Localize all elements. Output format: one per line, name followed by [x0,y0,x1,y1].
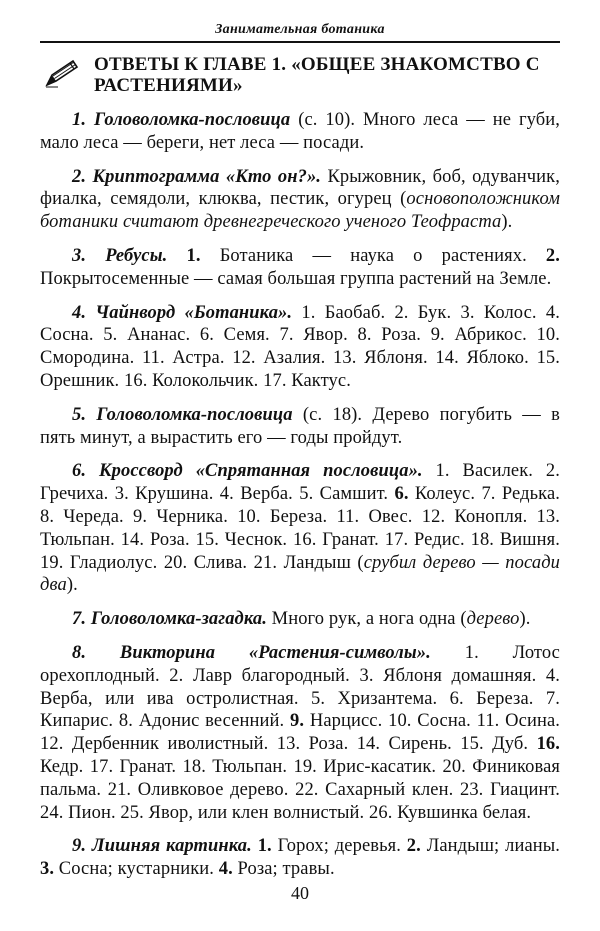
item-text: Сосна; кустарники. [54,859,219,880]
item-italic-note: срубил дерево — посади два [40,552,560,596]
item-text: Покрытосеменные — самая большая группа растений на Земле. [40,268,552,289]
answer-item-8 [40,642,560,824]
item-number: 5. [72,404,87,425]
item-title: Головоломка-пословица [96,404,293,425]
item-number: 7. [72,609,87,630]
sub-number: 1. [257,836,272,857]
answer-item-1 [40,109,560,155]
chapter-title: ОТВЕТЫ К ГЛАВЕ 1. «ОБЩЕЕ ЗНАКОМСТВО С РАСТЕНИЯМИ» [94,54,540,96]
item-title: Криптограмма «Кто он?». [92,166,322,187]
answer-item-9 [40,835,560,881]
item-text: Роза; травы. [232,859,335,880]
item-title: Кроссворд «Спрятанная пословица». [98,461,423,482]
item-text: Колеус. 7. Редька. 8. Череда. 9. Черника. 10. Береза. 11. Овес. 12. Конопля. 13. Тюльпан. 14. Роза. 15. Чеснок. 16. Гранат. 17. Редис. 18. Вишня. 19. Гладиолус. 20. Слива. 21. Ландыш ( [40,484,560,573]
sub-number: 1. [186,245,201,266]
item-text-tail: ). [519,609,531,630]
item-number: 4. [72,302,87,323]
item-title: Лишняя картинка. [91,836,252,857]
answer-item-7 [40,608,560,631]
item-italic-note: основоположником ботаники считают древнегреческого ученого Теофраста [40,189,560,233]
item-text: Ботаника — наука о растениях. [200,245,546,266]
item-text: Много рук, а нога одна ( [266,609,467,630]
item-text-tail: ). [66,575,78,596]
item-number: 2. [72,166,87,187]
item-text: 1. Василек. 2. Гречиха. 3. Крушина. 4. Верба. 5. Самшит. [40,461,560,505]
running-head: Занимательная ботаника [215,22,385,37]
answer-item-6 [40,460,560,597]
item-number: 3. [72,245,87,266]
item-text: Горох; деревья. [271,836,407,857]
item-text: Кедр. 17. Гранат. 18. Тюльпан. 19. Ирис-касатик. 20. Финиковая пальма. 21. Оливковое дерево. 22. Сахарный клен. 23. Гиацинт. 24. Пион. 25. Явор, или клен волнистый. 26. Кувшинка белая. [40,756,560,823]
answer-item-3 [40,245,560,291]
item-number: 8. [72,642,87,663]
item-number: 1. [72,110,87,130]
item-text: (с. 18). Дерево погубить — в пять минут, а вырастить его — годы пройдут. [40,404,560,448]
item-title: Викторина «Растения-символы». [119,642,431,663]
answer-item-2 [40,166,560,234]
header-rule [40,41,560,43]
sub-number: 3. [40,859,55,880]
sub-number: 6. [394,484,409,505]
sub-number: 2. [406,836,421,857]
item-number: 9. [72,836,87,857]
sub-number: 4. [218,859,233,880]
item-number: 6. [72,461,87,482]
item-text: 1. Баобаб. 2. Бук. 3. Колос. 4. Сосна. 5. Ананас. 6. Семя. 7. Явор. 8. Роза. 9. Абрикос. 10. Смородина. 11. Астра. 12. Азалия. 13. Яблоня. 14. Яблоко. 15. Орешник. 16. Колокольчик. 17. Кактус. [40,302,560,391]
item-text: (с. 10). Много леса — не губи, мало леса — береги, нет леса — посади. [40,110,560,153]
item-title: Головоломка-загадка. [90,609,267,630]
answer-list [40,109,560,892]
pencil-icon [44,58,80,88]
page-number: 40 [291,883,309,903]
item-text: Нарцисс. 10. Сосна. 11. Осина. 12. Дербенник иволистный. 13. Роза. 14. Сирень. 15. Дуб. [40,711,560,755]
item-title: Головоломка-пословица [94,110,291,130]
sub-number: 2. [545,245,560,266]
answer-item-5 [40,404,560,450]
item-text: 1. Лотос орехоплодный. 2. Лавр благородный. 3. Яблоня домашняя. 4. Верба, или ива остролистная. 5. Хризантема. 6. Береза. 7. Кипарис. 8. Адонис весенний. [40,642,560,732]
answer-item-4 [40,302,560,393]
item-text: Ландыш; лианы. [420,836,561,857]
item-title: Ребусы. [105,245,168,266]
item-title: Чайнворд «Ботаника». [95,302,293,323]
sub-number: 16. [536,734,560,755]
item-text: Крыжовник, боб, одуванчик, фиалка, семядоли, клюква, пестик, огурец ( [40,166,560,210]
sub-number: 9. [290,711,305,732]
item-text-tail: ). [501,212,513,233]
item-italic-note: дерево [466,609,520,630]
